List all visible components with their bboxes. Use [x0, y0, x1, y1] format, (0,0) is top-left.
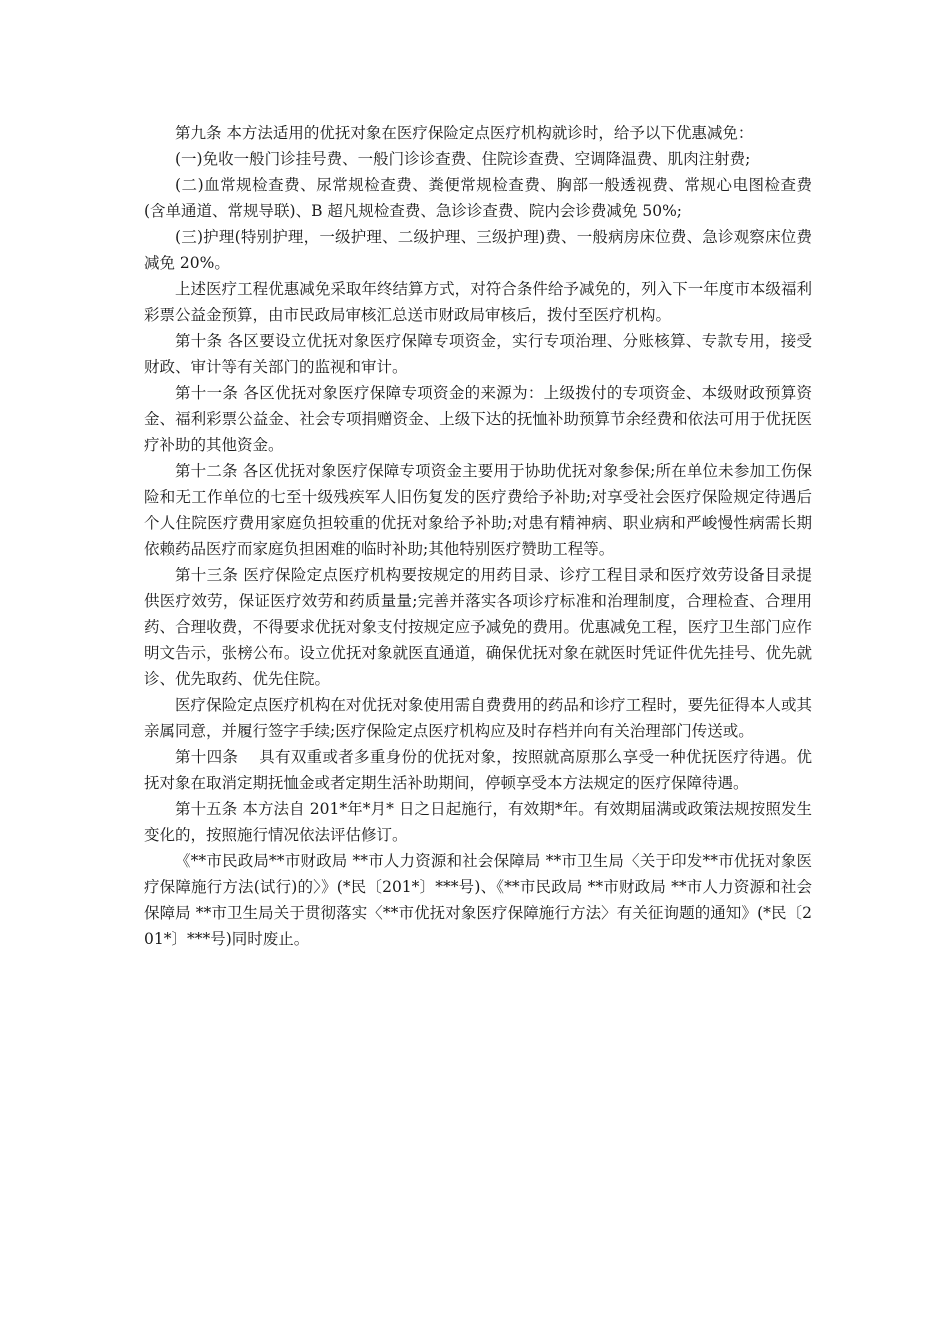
article-11-paragraph: 第十一条 各区优抚对象医疗保障专项资金的来源为：上级拨付的专项资金、本级财政预算资金、福利彩票公益金、社会专项捐赠资金、上级下达的抚恤补助预算节余经费和依法可用于优抚医疗补助的其他资金。: [144, 384, 812, 454]
article-9-paragraph: 第九条 本方法适用的优抚对象在医疗保险定点医疗机构就诊时，给予以下优惠减免：: [175, 124, 754, 142]
settlement-paragraph: 上述医疗工程优惠减免采取年终结算方式，对符合条件给予减免的，列入下一年度市本级福利彩票公益金预算，由市民政局审核汇总送市财政局审核后，拨付至医疗机构。: [144, 280, 812, 324]
self-pay-consent-paragraph: 医疗保险定点医疗机构在对优抚对象使用需自费费用的药品和诊疗工程时，要先征得本人或其亲属同意，并履行签字手续;医疗保险定点医疗机构应及时存档并向有关治理部门传送或。: [144, 696, 812, 740]
article-9-item-2: (二)血常规检查费、尿常规检查费、粪便常规检查费、胸部一般透视费、常规心电图检查费(含单通道、常规导联)、B 超凡规检查费、急诊诊查费、院内会诊费减免 50%;: [144, 176, 812, 220]
article-15-paragraph: 第十五条 本方法自 201*年*月* 日之日起施行，有效期*年。有效期届满或政策法规按照发生变化的，按照施行情况依法评估修订。: [144, 800, 812, 844]
article-13-paragraph: 第十三条 医疗保险定点医疗机构要按规定的用药目录、诊疗工程目录和医疗效劳设备目录提供医疗效劳，保证医疗效劳和药质量量;完善并落实各项诊疗标准和治理制度，合理检查、合理用药、合理收费，不得要求优抚对象支付按规定应予减免的费用。优惠减免工程，医疗卫生部门应作明文告示，张榜公布。设立优抚对象就医直通道，确保优抚对象在就医时凭证件优先挂号、优先就诊、优先取药、优先住院。: [144, 566, 812, 688]
document-body: [144, 120, 812, 952]
repeal-paragraph: 《**市民政局**市财政局 **市人力资源和社会保障局 **市卫生局〈关于印发**市优抚对象医疗保障施行方法(试行)的〉》(*民〔201*〕***号)、《**市民政局 **市财政局 **市人力资源和社会保障局 **市卫生局关于贯彻落实〈**市优抚对象医疗保障施行方法〉有关征询题的通知》(*民〔201*〕***号)同时废止。: [144, 852, 812, 948]
article-10-paragraph: 第十条 各区要设立优抚对象医疗保障专项资金，实行专项治理、分账核算、专款专用，接受财政、审计等有关部门的监视和审计。: [144, 332, 812, 376]
article-12-paragraph: 第十二条 各区优抚对象医疗保障专项资金主要用于协助优抚对象参保;所在单位未参加工伤保险和无工作单位的七至十级残疾军人旧伤复发的医疗费给予补助;对享受社会医疗保险规定待遇后个人住院医疗费用家庭负担较重的优抚对象给予补助;对患有精神病、职业病和严峻慢性病需长期依赖药品医疗而家庭负担困难的临时补助;其他特别医疗赞助工程等。: [144, 462, 812, 558]
article-14-paragraph: 第十四条 具有双重或者多重身份的优抚对象，按照就高原那么享受一种优抚医疗待遇。优抚对象在取消定期抚恤金或者定期生活补助期间，停顿享受本方法规定的医疗保障待遇。: [144, 748, 812, 792]
article-9-item-3: (三)护理(特别护理，一级护理、二级护理、三级护理)费、一般病房床位费、急诊观察床位费减免 20%。: [144, 228, 812, 272]
article-9-item-1: (一)免收一般门诊挂号费、一般门诊诊查费、住院诊查费、空调降温费、肌肉注射费;: [175, 150, 751, 168]
